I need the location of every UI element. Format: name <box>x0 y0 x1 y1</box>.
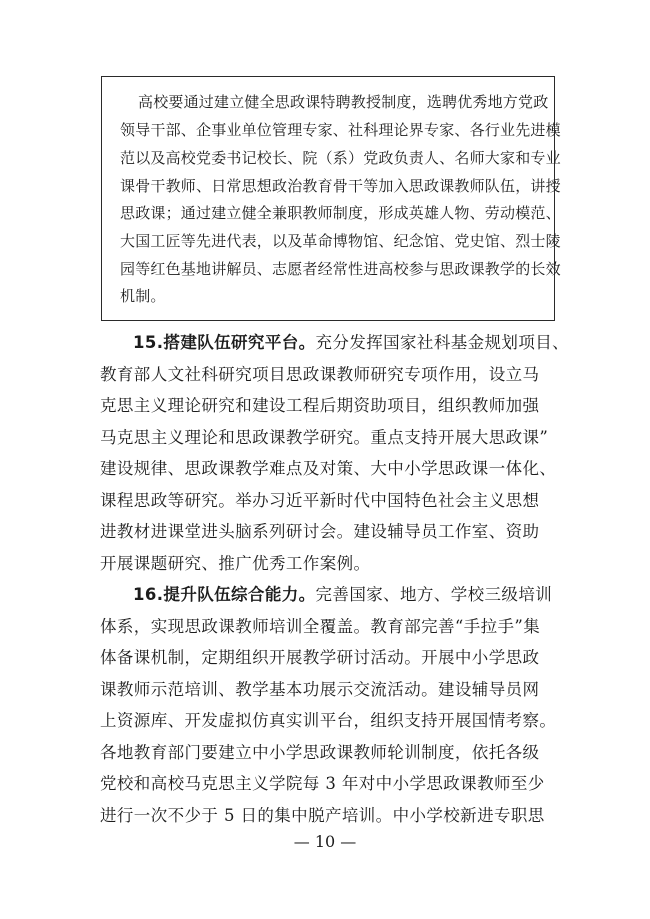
box-text-line: 范以及高校党委书记校长、院（系）党政负责人、名师大家和专业 <box>120 149 561 167</box>
section-15-line: 开展课题研究、推广优秀工作案例。 <box>100 554 371 573</box>
section-15-first-line <box>133 332 569 354</box>
section-15-line: 建设规律、思政课教学难点及对策、大中小学思政课一体化、 <box>100 459 557 478</box>
section-16-first-line-text: 完善国家、地方、学校三级培训 <box>315 585 553 604</box>
box-text-line: 高校要通过建立健全思政课特聘教授制度，选聘优秀地方党政 <box>138 93 549 111</box>
section-15-line: 进教材进课堂进头脑系列研讨会。建设辅导员工作室、资助 <box>100 522 540 541</box>
box-text-line: 机制。 <box>120 287 166 305</box>
section-16-line: 体系，实现思政课教师培训全覆盖。教育部完善“手拉手”集 <box>100 617 541 636</box>
section-15-first-line-text: 充分发挥国家社科基金规划项目、 <box>315 333 570 352</box>
box-text-line: 思政课；通过建立健全兼职教师制度，形成英雄人物、劳动模范、 <box>120 204 561 222</box>
section-16-first-line <box>133 584 552 606</box>
section-15-line: 课程思政等研究。举办习近平新时代中国特色社会主义思想 <box>100 491 540 510</box>
section-16-line: 上资源库、开发虚拟仿真实训平台，组织支持开展国情考察。 <box>100 711 557 730</box>
box-text-line: 课骨干教师、日常思想政治教育骨干等加入思政课教师队伍，讲授 <box>120 177 561 195</box>
section-16-heading: 16.提升队伍综合能力。 <box>133 585 316 604</box>
section-15-line: 教育部人文社科研究项目思政课教师研究专项作用，设立马 <box>100 365 540 384</box>
section-16-line: 体备课机制，定期组织开展教学研讨活动。开展中小学思政 <box>100 648 540 667</box>
box-text-line: 园等红色基地讲解员、志愿者经常性进高校参与思政课教学的长效 <box>120 260 561 278</box>
section-16-line: 各地教育部门要建立中小学思政课教师轮训制度，依托各级 <box>100 743 540 762</box>
section-15-heading: 15.搭建队伍研究平台。 <box>133 333 316 352</box>
section-15-line: 马克思主义理论和思政课教学研究。重点支持开展大思政课” <box>100 428 549 447</box>
section-16-line: 进行一次不少于 5 日的集中脱产培训。中小学校新进专职思 <box>100 806 545 825</box>
section-16-line: 党校和高校马克思主义学院每 3 年对中小学思政课教师至少 <box>100 774 545 793</box>
page-number: — 10 — <box>293 832 357 851</box>
section-16-line: 课教师示范培训、教学基本功展示交流活动。建设辅导员网 <box>100 680 540 699</box>
box-text-line: 领导干部、企事业单位管理专家、社科理论界专家、各行业先进模 <box>120 121 561 139</box>
section-15-line: 克思主义理论研究和建设工程后期资助项目，组织教师加强 <box>100 396 540 415</box>
highlight-box <box>101 76 555 321</box>
box-text-line: 大国工匠等先进代表，以及革命博物馆、纪念馆、党史馆、烈士陵 <box>120 232 561 250</box>
